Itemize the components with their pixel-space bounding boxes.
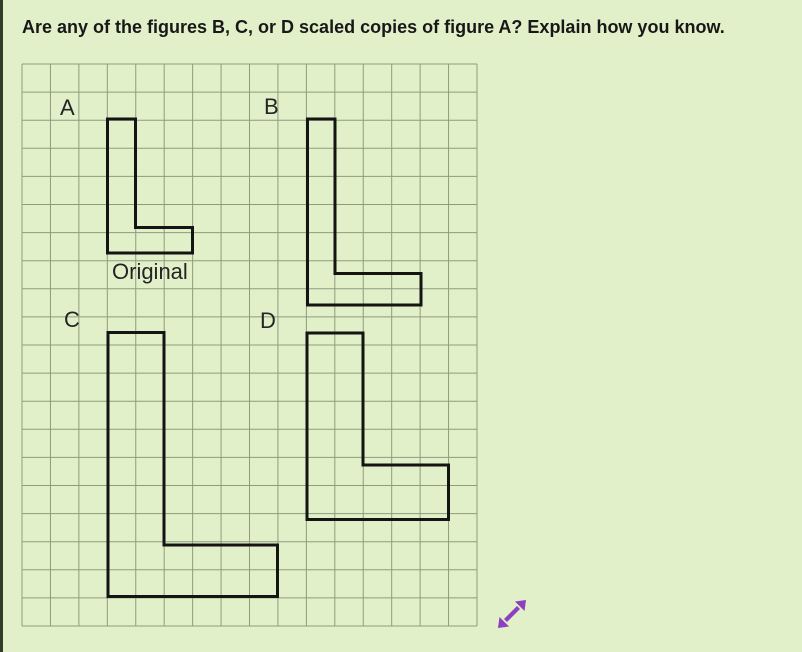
figure-label-c: C (64, 307, 80, 332)
original-caption: Original (112, 259, 188, 284)
question-text: Are any of the figures B, C, or D scaled copies of figure A? Explain how you know. (22, 17, 725, 37)
grid-lines (22, 64, 477, 626)
figure-b-shape (308, 119, 422, 305)
figure-label-a: A (60, 95, 75, 120)
figure-label-b: B (264, 94, 279, 119)
resize-handle-icon[interactable] (494, 596, 530, 632)
figure-label-d: D (260, 308, 276, 333)
figure-d-shape (307, 333, 449, 520)
